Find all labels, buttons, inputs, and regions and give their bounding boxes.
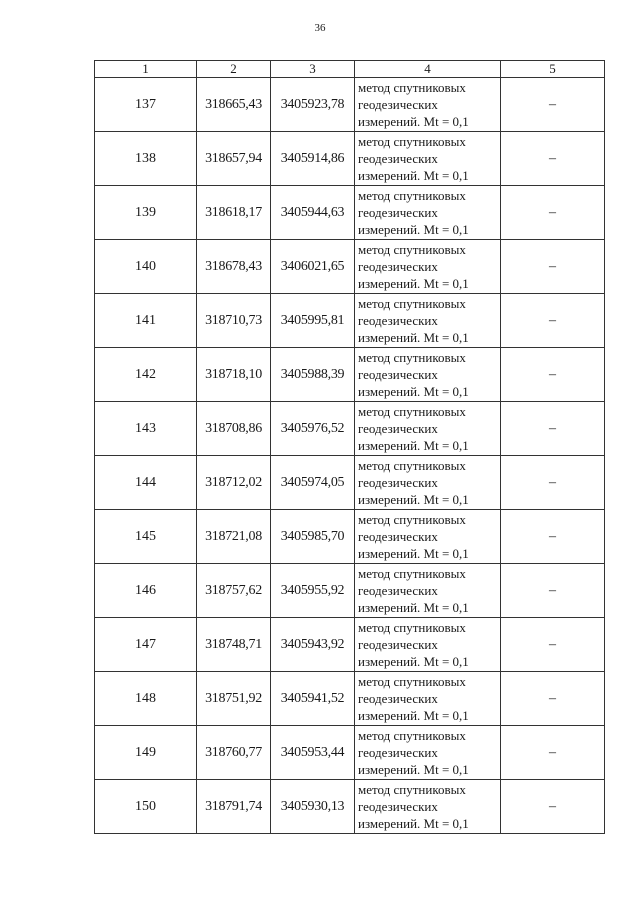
method-line: геодезических — [358, 313, 438, 328]
y-coordinate-cell: 3405953,44 — [271, 726, 355, 780]
method-cell — [355, 564, 501, 618]
column-header-5: 5 — [501, 61, 605, 78]
method-cell — [355, 78, 501, 132]
method-cell — [355, 132, 501, 186]
table-row — [95, 78, 605, 132]
x-coordinate-cell: 318718,10 — [197, 348, 271, 402]
y-coordinate-cell: 3406021,65 — [271, 240, 355, 294]
y-coordinate-cell: 3405923,78 — [271, 78, 355, 132]
method-line: геодезических — [358, 421, 438, 436]
table-row — [95, 672, 605, 726]
note-cell: – — [501, 456, 605, 510]
point-number-cell: 138 — [95, 132, 197, 186]
method-cell — [355, 618, 501, 672]
method-line: геодезических — [358, 151, 438, 166]
point-number-cell: 140 — [95, 240, 197, 294]
y-coordinate-cell: 3405995,81 — [271, 294, 355, 348]
method-line: метод спутниковых — [358, 134, 466, 149]
y-coordinate-cell: 3405943,92 — [271, 618, 355, 672]
coordinates-table — [94, 60, 605, 834]
method-line: геодезических — [358, 529, 438, 544]
x-coordinate-cell: 318721,08 — [197, 510, 271, 564]
table-row — [95, 402, 605, 456]
x-coordinate-cell: 318708,86 — [197, 402, 271, 456]
y-coordinate-cell: 3405930,13 — [271, 780, 355, 834]
method-cell — [355, 510, 501, 564]
method-line: геодезических — [358, 745, 438, 760]
x-coordinate-cell: 318791,74 — [197, 780, 271, 834]
method-line: метод спутниковых — [358, 728, 466, 743]
table-row — [95, 726, 605, 780]
table-row — [95, 132, 605, 186]
point-number-cell: 143 — [95, 402, 197, 456]
point-number-cell: 144 — [95, 456, 197, 510]
method-line: измерений. Mt = 0,1 — [358, 492, 469, 507]
method-cell — [355, 726, 501, 780]
x-coordinate-cell: 318710,73 — [197, 294, 271, 348]
y-coordinate-cell: 3405955,92 — [271, 564, 355, 618]
table-body — [95, 78, 605, 834]
method-line: метод спутниковых — [358, 674, 466, 689]
note-cell: – — [501, 402, 605, 456]
note-cell: – — [501, 186, 605, 240]
y-coordinate-cell: 3405988,39 — [271, 348, 355, 402]
method-line: измерений. Mt = 0,1 — [358, 330, 469, 345]
method-line: геодезических — [358, 691, 438, 706]
method-line: метод спутниковых — [358, 242, 466, 257]
x-coordinate-cell: 318678,43 — [197, 240, 271, 294]
table-row — [95, 780, 605, 834]
method-cell — [355, 780, 501, 834]
method-cell — [355, 186, 501, 240]
note-cell: – — [501, 132, 605, 186]
method-line: метод спутниковых — [358, 782, 466, 797]
method-cell — [355, 294, 501, 348]
method-line: измерений. Mt = 0,1 — [358, 816, 469, 831]
column-header-1: 1 — [95, 61, 197, 78]
page-number: 36 — [314, 22, 326, 34]
y-coordinate-cell: 3405974,05 — [271, 456, 355, 510]
note-cell: – — [501, 78, 605, 132]
point-number-cell: 146 — [95, 564, 197, 618]
x-coordinate-cell: 318618,17 — [197, 186, 271, 240]
table-header-row — [95, 61, 605, 78]
note-cell: – — [501, 348, 605, 402]
table-row — [95, 510, 605, 564]
y-coordinate-cell: 3405941,52 — [271, 672, 355, 726]
note-cell: – — [501, 510, 605, 564]
point-number-cell: 149 — [95, 726, 197, 780]
table-row — [95, 564, 605, 618]
note-cell: – — [501, 726, 605, 780]
method-cell — [355, 672, 501, 726]
method-line: измерений. Mt = 0,1 — [358, 168, 469, 183]
method-line: измерений. Mt = 0,1 — [358, 654, 469, 669]
y-coordinate-cell: 3405944,63 — [271, 186, 355, 240]
x-coordinate-cell: 318760,77 — [197, 726, 271, 780]
method-cell — [355, 456, 501, 510]
x-coordinate-cell: 318751,92 — [197, 672, 271, 726]
method-line: измерений. Mt = 0,1 — [358, 384, 469, 399]
table-row — [95, 348, 605, 402]
method-cell — [355, 402, 501, 456]
method-line: метод спутниковых — [358, 350, 466, 365]
method-line: геодезических — [358, 367, 438, 382]
x-coordinate-cell: 318712,02 — [197, 456, 271, 510]
point-number-cell: 141 — [95, 294, 197, 348]
method-line: измерений. Mt = 0,1 — [358, 546, 469, 561]
point-number-cell: 150 — [95, 780, 197, 834]
method-line: измерений. Mt = 0,1 — [358, 276, 469, 291]
note-cell: – — [501, 672, 605, 726]
table-row — [95, 186, 605, 240]
column-header-3: 3 — [271, 61, 355, 78]
column-header-4: 4 — [355, 61, 501, 78]
x-coordinate-cell: 318748,71 — [197, 618, 271, 672]
note-cell: – — [501, 564, 605, 618]
method-line: метод спутниковых — [358, 458, 466, 473]
method-line: измерений. Mt = 0,1 — [358, 222, 469, 237]
point-number-cell: 139 — [95, 186, 197, 240]
x-coordinate-cell: 318657,94 — [197, 132, 271, 186]
point-number-cell: 147 — [95, 618, 197, 672]
method-line: геодезических — [358, 637, 438, 652]
method-cell — [355, 348, 501, 402]
method-line: геодезических — [358, 475, 438, 490]
method-line: измерений. Mt = 0,1 — [358, 600, 469, 615]
x-coordinate-cell: 318665,43 — [197, 78, 271, 132]
method-line: метод спутниковых — [358, 188, 466, 203]
table-row — [95, 456, 605, 510]
method-line: метод спутниковых — [358, 296, 466, 311]
y-coordinate-cell: 3405985,70 — [271, 510, 355, 564]
table-row — [95, 240, 605, 294]
point-number-cell: 137 — [95, 78, 197, 132]
note-cell: – — [501, 240, 605, 294]
method-line: метод спутниковых — [358, 620, 466, 635]
method-line: метод спутниковых — [358, 404, 466, 419]
method-line: метод спутниковых — [358, 512, 466, 527]
table-row — [95, 294, 605, 348]
x-coordinate-cell: 318757,62 — [197, 564, 271, 618]
point-number-cell: 145 — [95, 510, 197, 564]
y-coordinate-cell: 3405976,52 — [271, 402, 355, 456]
method-line: метод спутниковых — [358, 80, 466, 95]
method-line: геодезических — [358, 583, 438, 598]
method-line: геодезических — [358, 97, 438, 112]
table-row — [95, 618, 605, 672]
method-line: геодезических — [358, 799, 438, 814]
note-cell: – — [501, 618, 605, 672]
point-number-cell: 142 — [95, 348, 197, 402]
method-line: измерений. Mt = 0,1 — [358, 114, 469, 129]
note-cell: – — [501, 780, 605, 834]
method-line: измерений. Mt = 0,1 — [358, 708, 469, 723]
note-cell: – — [501, 294, 605, 348]
method-line: метод спутниковых — [358, 566, 466, 581]
y-coordinate-cell: 3405914,86 — [271, 132, 355, 186]
column-header-2: 2 — [197, 61, 271, 78]
method-line: геодезических — [358, 205, 438, 220]
point-number-cell: 148 — [95, 672, 197, 726]
method-line: измерений. Mt = 0,1 — [358, 762, 469, 777]
method-line: измерений. Mt = 0,1 — [358, 438, 469, 453]
method-line: геодезических — [358, 259, 438, 274]
method-cell — [355, 240, 501, 294]
